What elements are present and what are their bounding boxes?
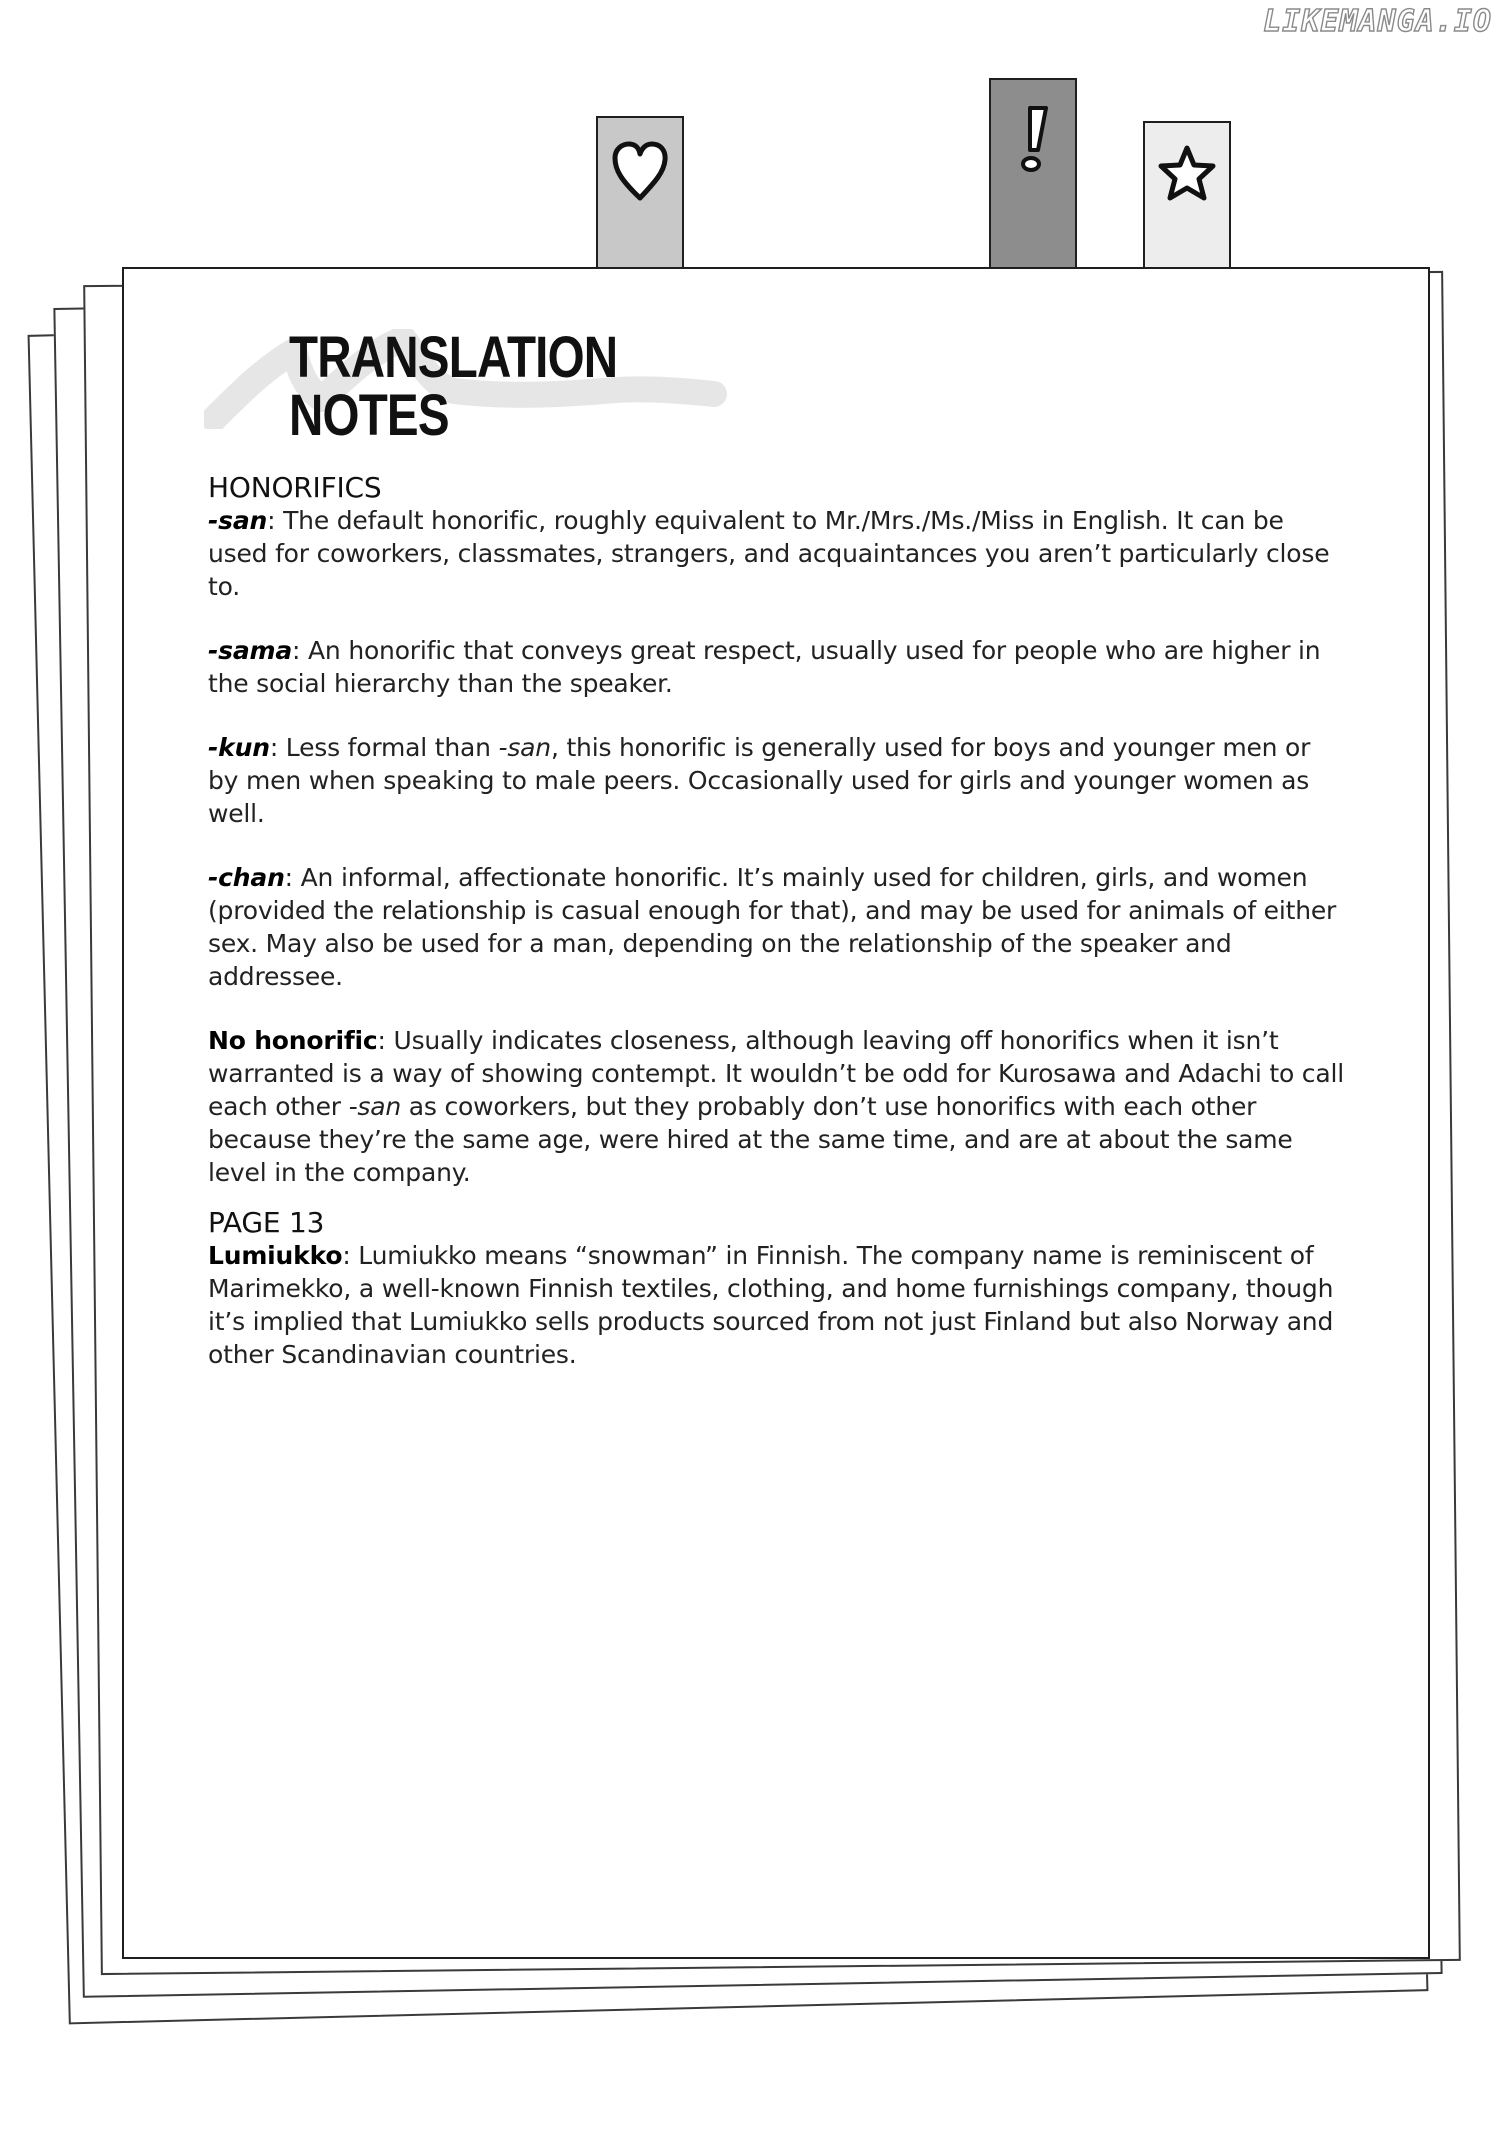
note-separator: : (292, 636, 301, 665)
note-term: Lumiukko (208, 1241, 343, 1270)
bookmark-tab-star (1143, 121, 1231, 270)
note-text: , this honorific is generally used for boys and younger men or by men when speaking to male peers. Occasionally used for girls and younger women as well. (208, 733, 1311, 828)
note-term: -chan (208, 863, 285, 892)
site-watermark: LIKEMANGA.IO (1263, 4, 1492, 39)
note-reference: -san (348, 1092, 402, 1121)
note-separator: : (267, 506, 276, 535)
note-entry-kun (208, 731, 1348, 830)
exclamation-icon (1010, 104, 1056, 178)
note-term: -sama (208, 636, 293, 665)
note-separator: : (342, 1241, 351, 1270)
note-entry-lumiukko (208, 1239, 1348, 1371)
page-title: TRANSLATION NOTES (289, 325, 618, 448)
note-text: The default honorific, roughly equivalent to Mr./Mrs./Ms./Miss in English. It can be used for coworkers, classmates, strangers, and acquaintances you aren’t particularly close to. (208, 506, 1330, 601)
note-entry-sama (208, 634, 1348, 700)
note-text: An honorific that conveys great respect, usually used for people who are higher in the social hierarchy than the speaker. (208, 636, 1321, 698)
note-text: Lumiukko means “snowman” in Finnish. The company name is reminiscent of Marimekko, a well-known Finnish textiles, clothing, and home furnishings company, though it’s implied that Lumiukko sells products sourced from not just Finland but also Norway and other Scandinavian countries. (208, 1241, 1334, 1369)
note-separator: : (377, 1026, 386, 1055)
title-block (204, 325, 744, 448)
note-separator: : (284, 863, 293, 892)
notes-page (122, 267, 1430, 1959)
note-entry-no-honorific (208, 1024, 1348, 1189)
note-text: An informal, affectionate honorific. It’s mainly used for children, girls, and women (provided the relationship is casual enough for that), and may be used for animals of either sex. May also be used for a man, depending on the relationship of the speaker and addressee. (208, 863, 1337, 991)
bookmark-tab-exclamation (989, 78, 1077, 270)
note-term: No honorific (208, 1026, 378, 1055)
heart-icon (611, 140, 669, 206)
note-separator: : (269, 733, 279, 762)
note-term: -san (208, 506, 268, 535)
note-reference: -san (498, 733, 551, 762)
note-entry-san (208, 504, 1348, 603)
note-text: Less formal than (278, 733, 499, 762)
bookmark-tab-heart (596, 116, 684, 270)
notes-content (208, 471, 1348, 1402)
note-term: -kun (208, 733, 270, 762)
section-heading-honorifics: HONORIFICS (208, 471, 382, 504)
note-entry-chan (208, 861, 1348, 993)
note-text: as coworkers, but they probably don’t use honorifics with each other because they’re the same age, were hired at the same time, and are at about the same level in the company. (208, 1092, 1293, 1187)
star-icon (1156, 143, 1218, 209)
section-heading-page-13: PAGE 13 (208, 1206, 325, 1239)
note-text: Usually indicates closeness, although leaving off honorifics when it isn’t warranted is a way of showing contempt. It wouldn’t be odd for Kurosawa and Adachi to call each other (208, 1026, 1344, 1121)
